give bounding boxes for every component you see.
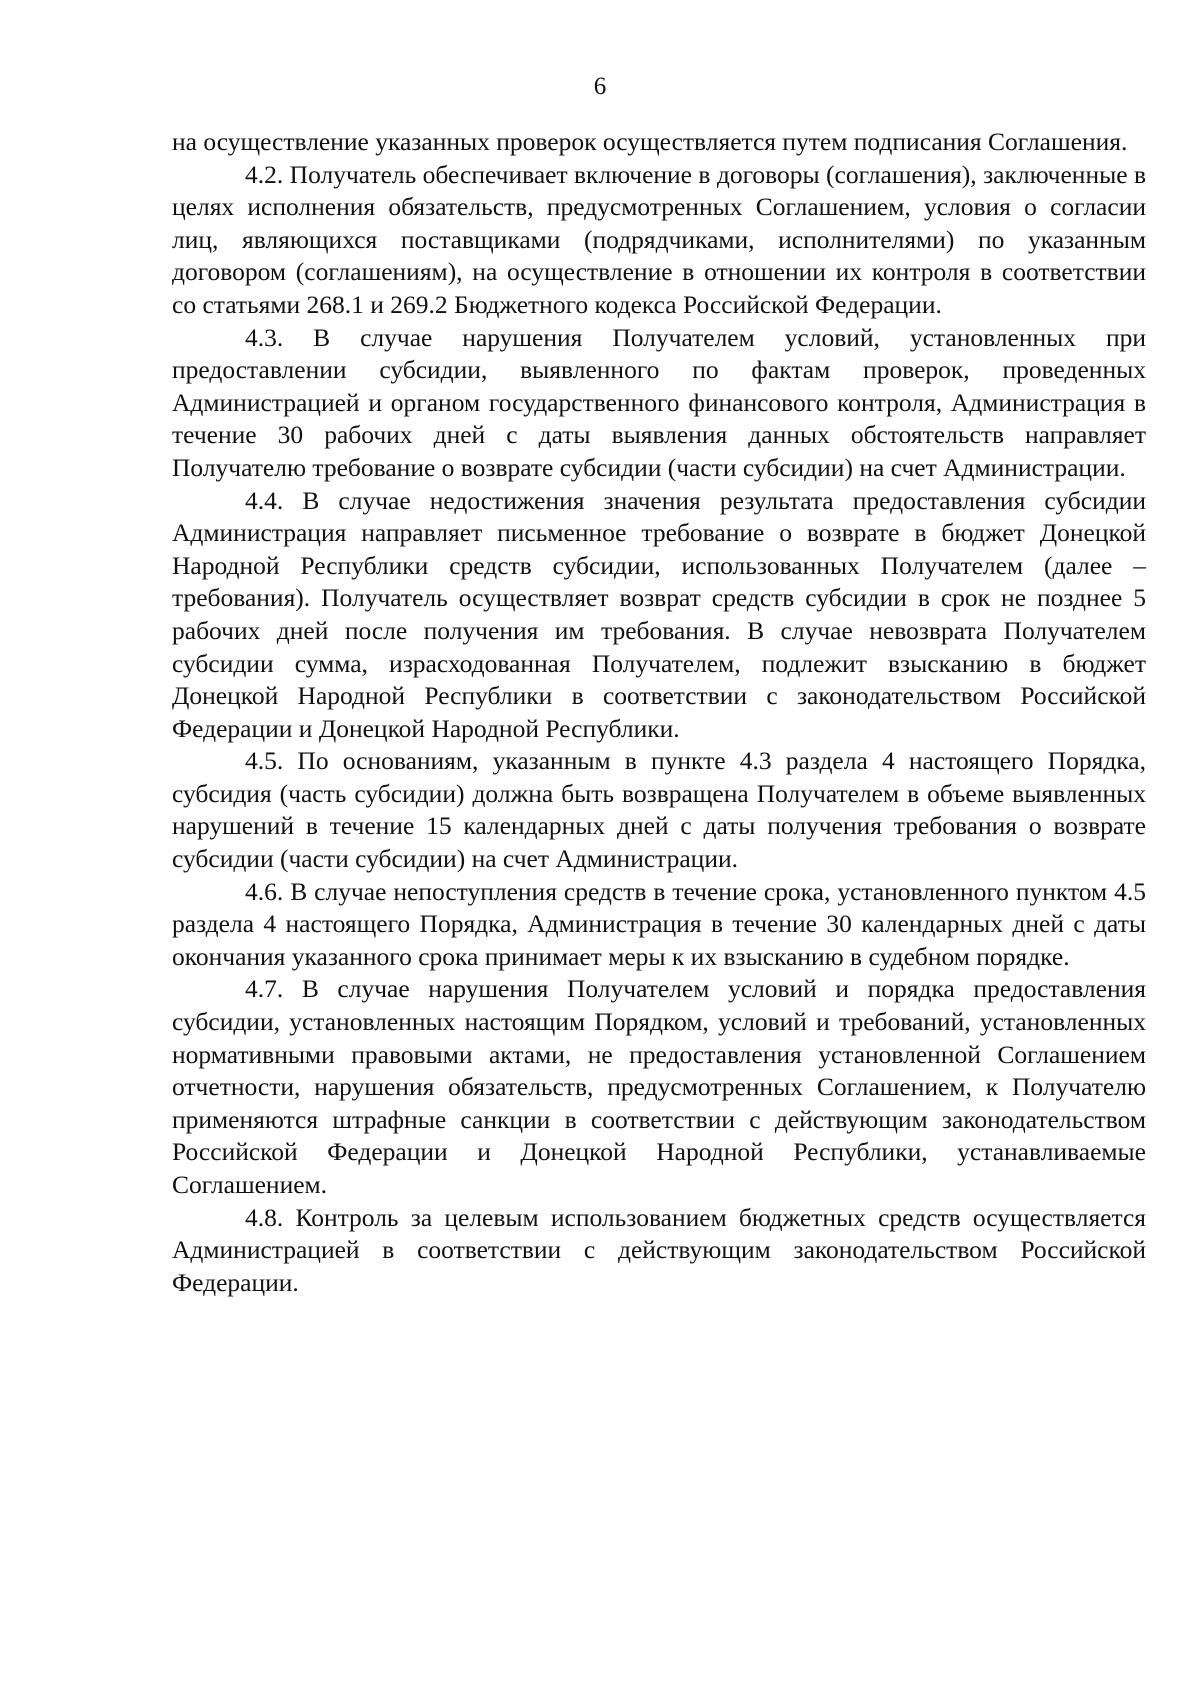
page-number: 6 (593, 73, 607, 100)
paragraph-continuation: на осуществление указанных проверок осуществляется путем подписания Соглашения. (172, 127, 1128, 156)
paragraph-4-7: 4.7. В случае нарушения Получателем условий и порядка предоставления субсидии, установленных настоящим Порядком, условий и требований, установленных нормативными правовыми актами, не предоставления установленной Соглашением отчетности, нарушения обязательств, предусмотренных Соглашением, к Получателю применяются штрафные санкции в соответствии с действующим законодательством Российской Федерации и Донецкой Народной Республики, устанавливаемые Соглашением. (172, 974, 1146, 1199)
paragraph-4-3: 4.3. В случае нарушения Получателем условий, установленных при предоставлении субсидии, выявленного по фактам проверок, проведенных Администрацией и органом государственного финансового контроля, Администрация в течение 30 рабочих дней с даты выявления данных обстоятельств направляет Получателю требование о возврате субсидии (части субсидии) на счет Администрации. (172, 322, 1146, 482)
paragraph-4-6: 4.6. В случае непоступления средств в течение срока, установленного пунктом 4.5 раздела 4 настоящего Порядка, Администрация в течение 30 календарных дней с даты окончания указанного срока принимает меры к их взысканию в судебном порядке. (172, 876, 1146, 971)
paragraph-4-4: 4.4. В случае недостижения значения результата предоставления субсидии Администрация направляет письменное требование о возврате в бюджет Донецкой Народной Республики средств субсидии, использованных Получателем (далее – требования). Получатель осуществляет возврат средств субсидии в срок не позднее 5 рабочих дней после получения им требования. В случае невозврата Получателем субсидии сумма, израсходованная Получателем, подлежит взысканию в бюджет Донецкой Народной Республики в соответствии с законодательством Российской Федерации и Донецкой Народной Республики. (172, 485, 1146, 743)
document-body (172, 126, 1146, 1299)
paragraph-4-8: 4.8. Контроль за целевым использованием бюджетных средств осуществляется Администрацией в соответствии с действующим законодательством Российской Федерации. (172, 1202, 1146, 1297)
paragraph-4-2: 4.2. Получатель обеспечивает включение в договоры (соглашения), заключенные в целях исполнения обязательств, предусмотренных Соглашением, условия о согласии лиц, являющихся поставщиками (подрядчиками, исполнителями) по указанным договором (соглашениям), на осуществление в отношении их контроля в соответствии со статьями 268.1 и 269.2 Бюджетного кодекса Российской Федерации. (172, 159, 1146, 319)
paragraph-4-5: 4.5. По основаниям, указанным в пункте 4.3 раздела 4 настоящего Порядка, субсидия (часть субсидии) должна быть возвращена Получателем в объеме выявленных нарушений в течение 15 календарных дней с даты получения требования о возврате субсидии (части субсидии) на счет Администрации. (172, 746, 1146, 874)
